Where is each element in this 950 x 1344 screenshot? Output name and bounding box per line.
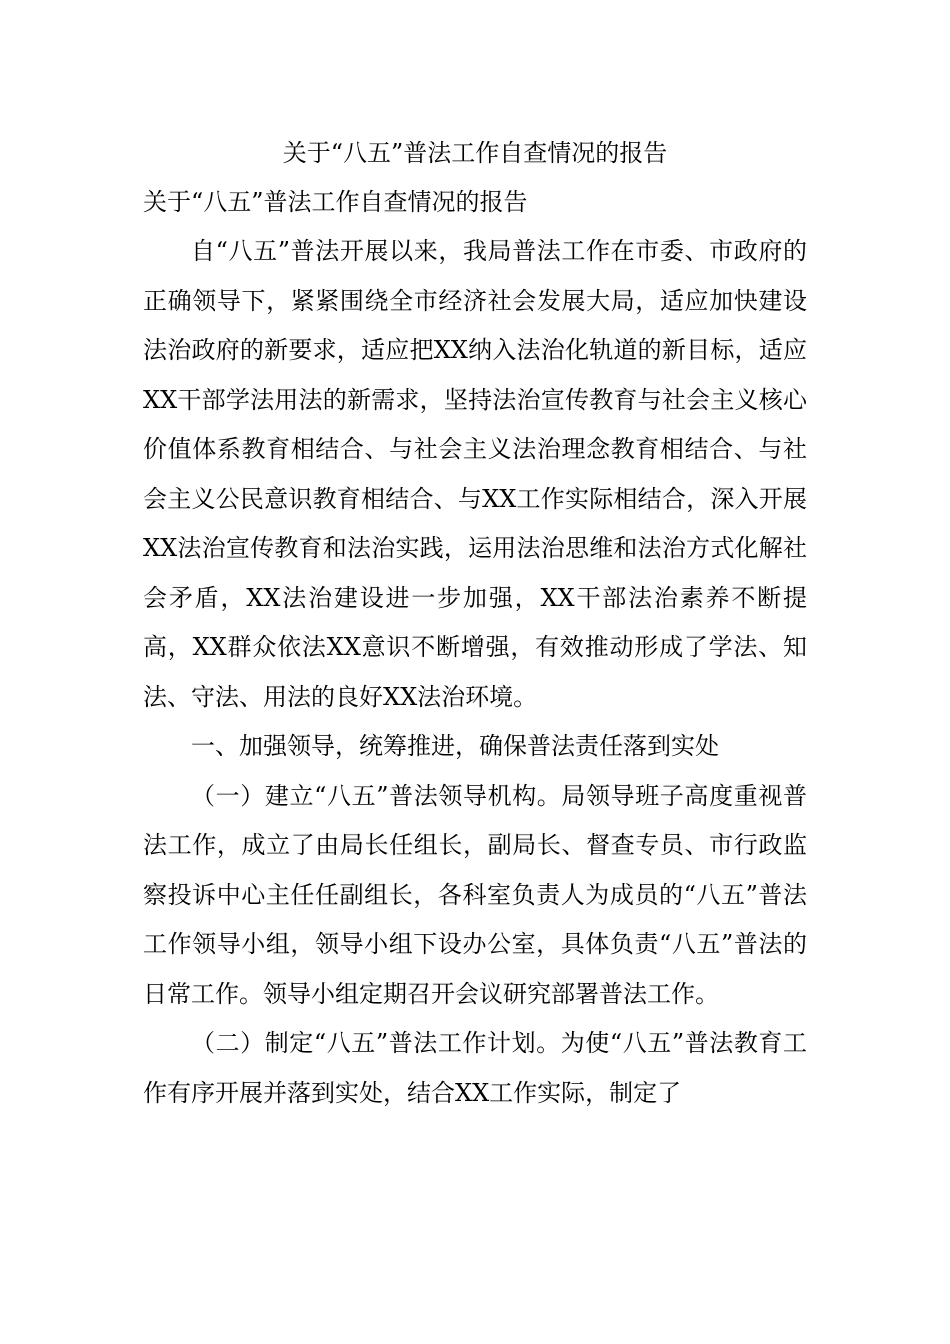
document-subtitle: 关于“八五”普法工作自查情况的报告 (143, 188, 528, 216)
paragraph-intro: 自“八五”普法开展以来，我局普法工作在市委、市政府的正确领导下，紧紧围绕全市经济社会发展大局，适应加快建设法治政府的新要求，适应把XX纳入法治化轨道的新目标，适应XX干部学法用法的新需求，坚持法治宣传教育与社会主义核心价值体系教育相结合、与社会主义法治理念教育相结合、与社会主义公民意识教育相结合、与XX工作实际相结合，深入开展XX法治宣传教育和法治实践，运用法治思维和法治方式化解社会矛盾，XX法治建设进一步加强，XX干部法治素养不断提高，XX群众依法XX意识不断增强，有效推动形成了学法、知法、守法、用法的良好XX法治环境。 (143, 237, 807, 711)
document-body (143, 227, 807, 1118)
paragraph-subsection-2: （二）制定“八五”普法工作计划。为使“八五”普法教育工作有序开展并落到实处，结合XX工作实际，制定了 (143, 1029, 807, 1107)
document-title: 关于“八五”普法工作自查情况的报告 (282, 139, 668, 167)
paragraph-subsection-1: （一）建立“八五”普法领导机构。局领导班子高度重视普法工作，成立了由局长任组长，副局长、督查专员、市行政监察投诉中心主任任副组长，各科室负责人为成员的“八五”普法工作领导小组，领导小组下设办公室，具体负责“八五”普法的日常工作。领导小组定期召开会议研究部署普法工作。 (143, 781, 807, 1008)
section-heading-1: 一、加强领导，统筹推进，确保普法责任落到实处 (191, 732, 719, 760)
